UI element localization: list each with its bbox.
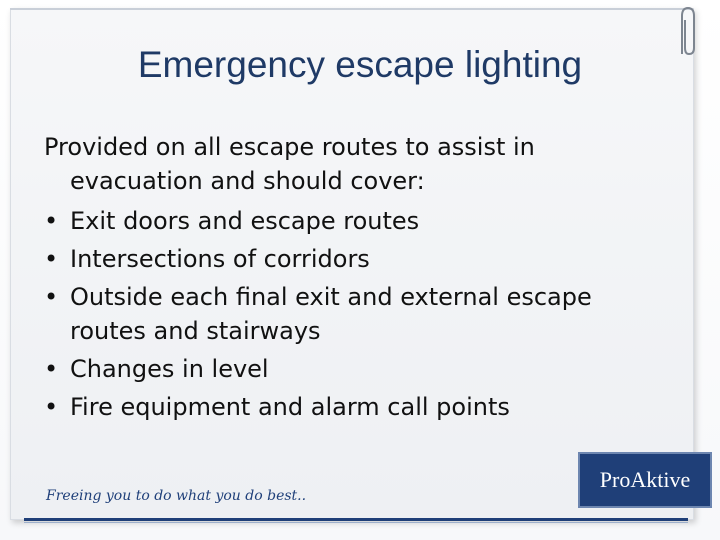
bullet-dot: •: [44, 207, 59, 235]
bullet-dot: •: [44, 245, 59, 273]
tagline: Freeing you to do what you do best..: [46, 488, 307, 504]
intro-text: Provided on all escape routes to assist in evacuation and should cover:: [44, 133, 535, 195]
list-item: [44, 242, 644, 276]
list-item: [44, 390, 644, 424]
logo-text: ProAktive: [599, 467, 691, 492]
bullet-text: Outside each final exit and external escape routes and stairways: [70, 283, 592, 345]
proaktive-logo: [578, 452, 712, 508]
bullet-dot: •: [44, 355, 59, 383]
slide-title: Emergency escape lighting: [137, 44, 583, 85]
paper-top-edge: [10, 8, 692, 10]
bullet-text: Intersections of corridors: [70, 245, 370, 273]
bullet-dot: •: [44, 283, 59, 311]
bullet-dot: •: [44, 393, 59, 421]
footer-rule: [24, 518, 688, 521]
bullet-text: Fire equipment and alarm call points: [70, 393, 510, 421]
bullet-text: Changes in level: [70, 355, 269, 383]
bullet-text: Exit doors and escape routes: [70, 207, 420, 235]
list-item: [44, 280, 644, 348]
list-item: [44, 204, 644, 238]
slide-body: [44, 130, 644, 428]
footer-rule-light: [24, 522, 688, 523]
bullet-list: [44, 204, 644, 424]
list-item: [44, 352, 644, 386]
